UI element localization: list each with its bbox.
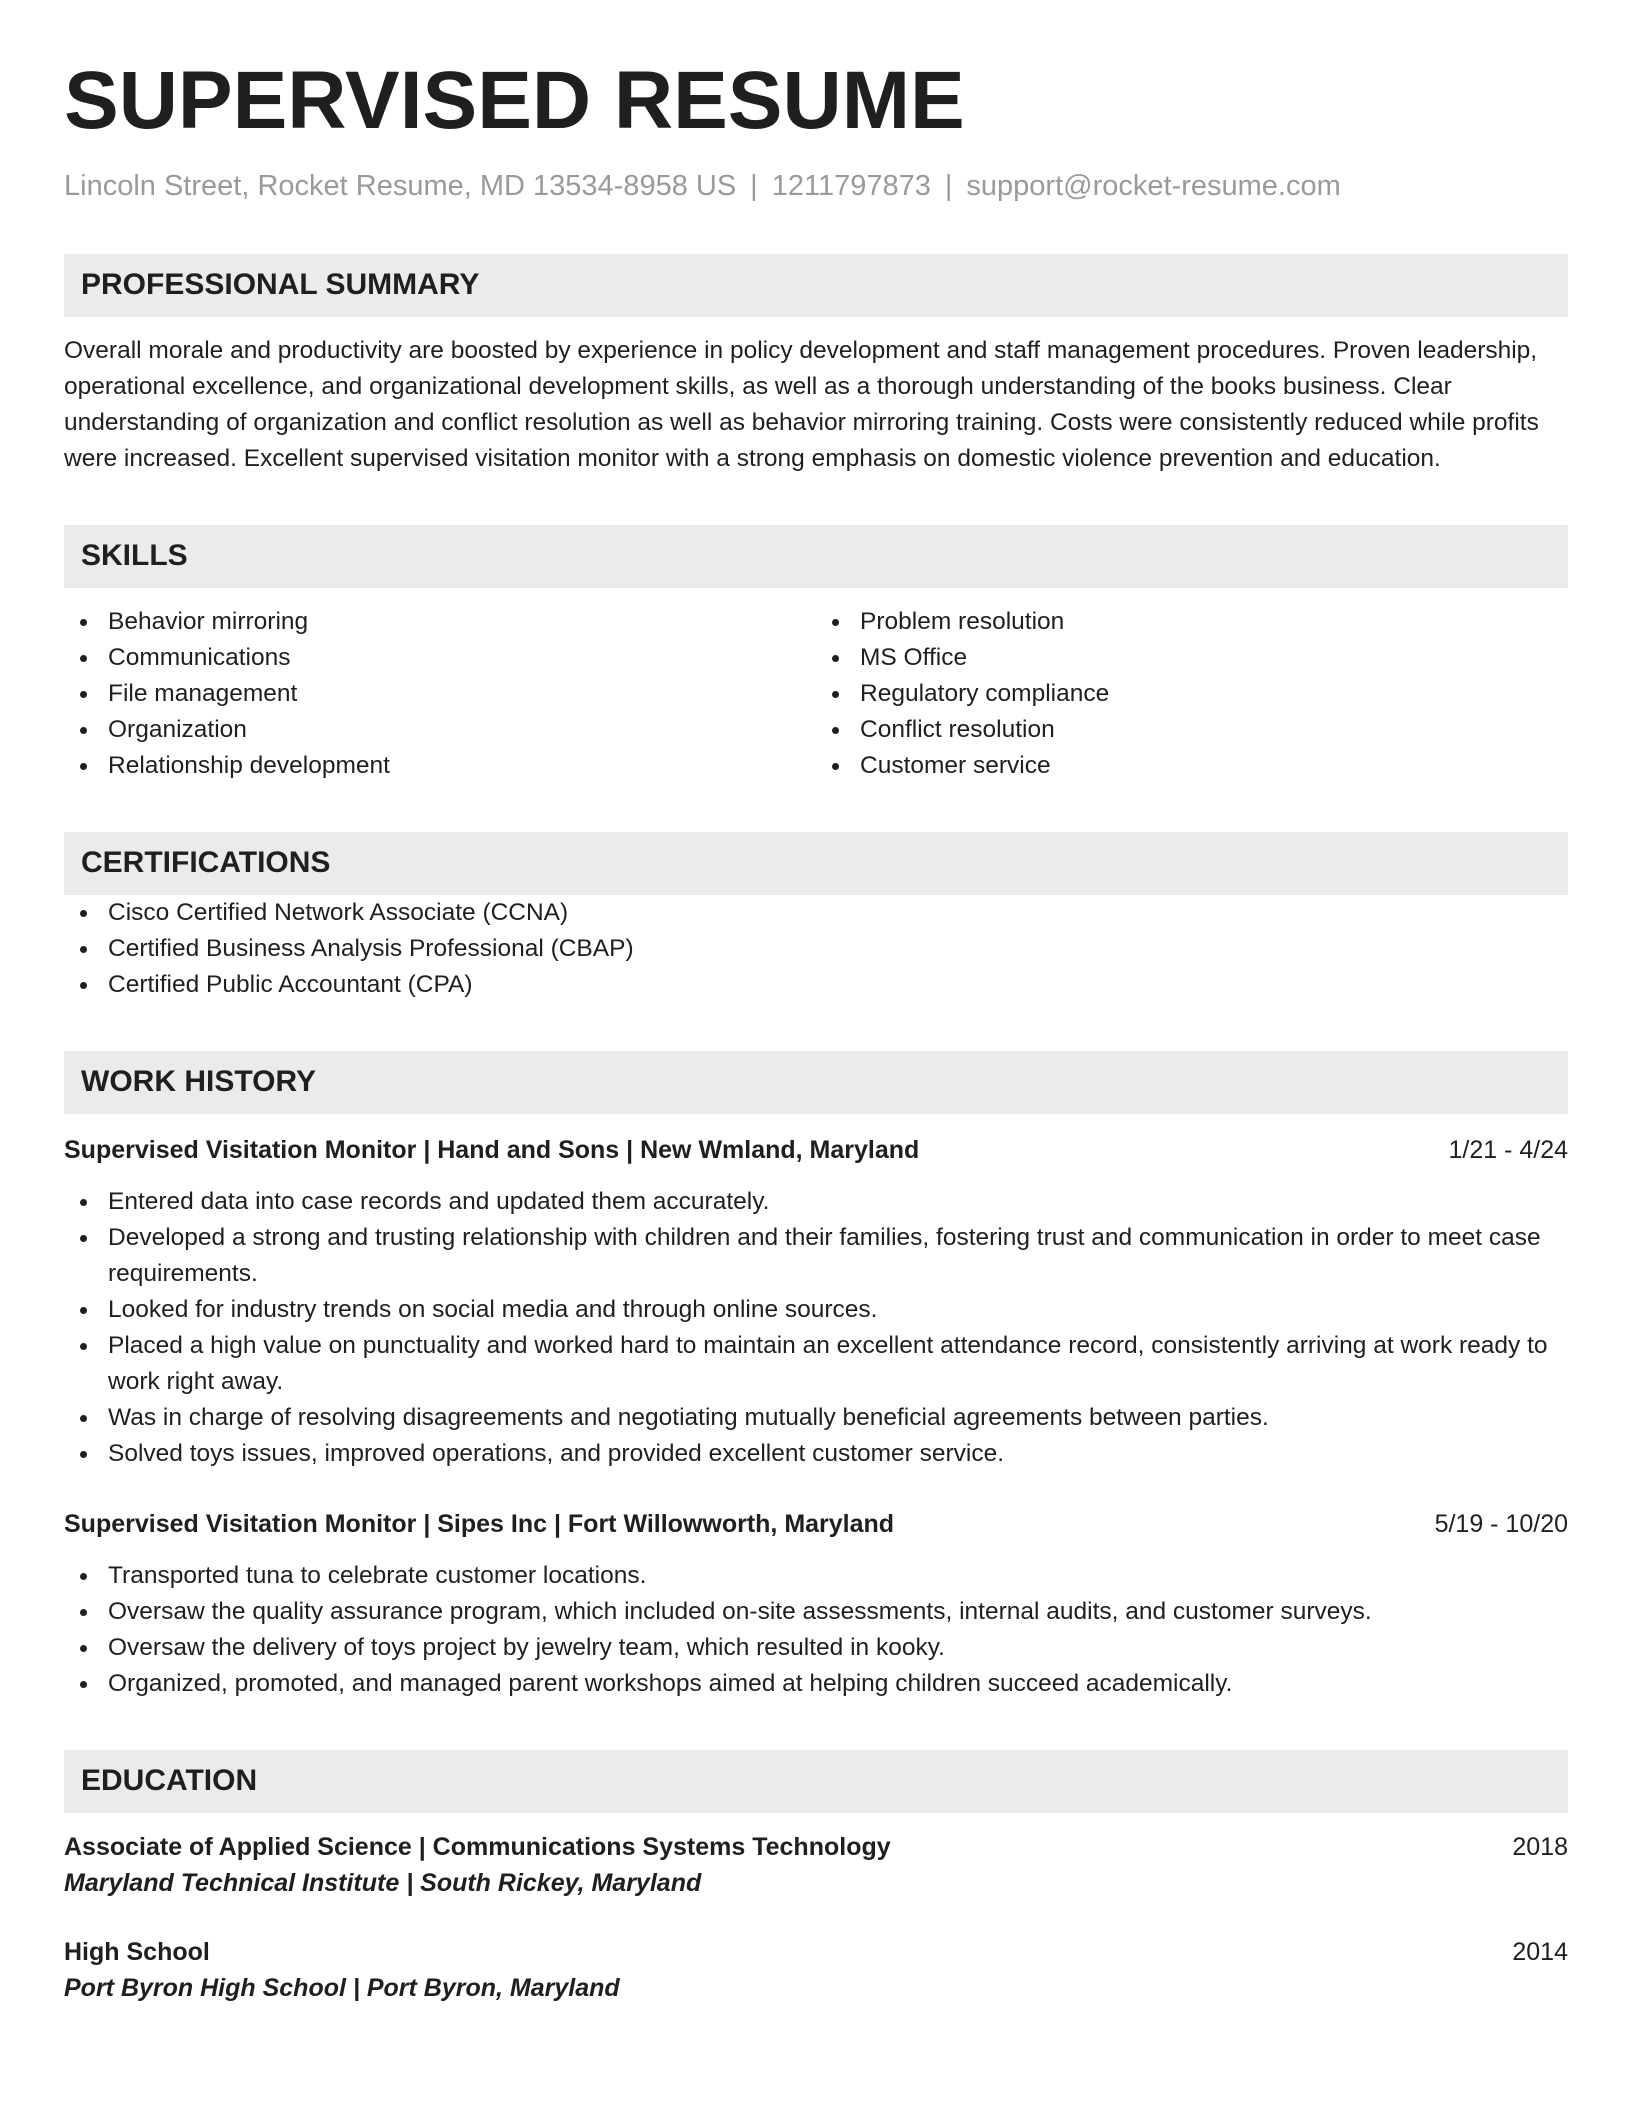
job-title: Supervised Visitation Monitor | Hand and Sons | New Wmland, Maryland bbox=[64, 1135, 920, 1164]
job-bullet: Developed a strong and trusting relationship with children and their families, fostering trust and communication in order to meet case requirements. bbox=[64, 1220, 1568, 1292]
job-entry bbox=[64, 1132, 1568, 1472]
job-bullet: Looked for industry trends on social media and through online sources. bbox=[64, 1292, 1568, 1328]
education-degree: High School bbox=[64, 1937, 210, 1966]
contact-line bbox=[64, 168, 1568, 206]
section-heading-education: EDUCATION bbox=[64, 1750, 1568, 1813]
certification-item: Cisco Certified Network Associate (CCNA) bbox=[64, 895, 1568, 931]
job-bullet: Solved toys issues, improved operations, and provided excellent customer service. bbox=[64, 1436, 1568, 1472]
job-bullet: Transported tuna to celebrate customer locations. bbox=[64, 1558, 1568, 1594]
skills-list bbox=[64, 604, 1568, 784]
section-heading-work-history: WORK HISTORY bbox=[64, 1051, 1568, 1114]
certifications-list bbox=[64, 895, 1568, 1003]
education-entry bbox=[64, 1934, 1568, 2006]
job-bullet: Oversaw the quality assurance program, which included on-site assessments, internal audits, and customer surveys. bbox=[64, 1594, 1568, 1630]
job-header bbox=[64, 1506, 1568, 1542]
job-entry bbox=[64, 1506, 1568, 1702]
job-title: Supervised Visitation Monitor | Sipes Inc | Fort Willowworth, Maryland bbox=[64, 1509, 895, 1538]
job-bullet: Placed a high value on punctuality and worked hard to maintain an excellent attendance record, consistently arriving at work ready to work right away. bbox=[64, 1328, 1568, 1400]
contact-separator: | bbox=[944, 170, 953, 203]
contact-phone: 1211797873 bbox=[771, 170, 931, 203]
job-bullet: Entered data into case records and updated them accurately. bbox=[64, 1184, 1568, 1220]
contact-separator: | bbox=[750, 170, 758, 203]
education-header bbox=[64, 1934, 1568, 1970]
skill-item: Problem resolution bbox=[816, 604, 1568, 640]
summary-text: Overall morale and productivity are boosted by experience in policy development and staff management procedures. Proven leadership, operational excellence, and organizational development skills, as well as a thorough understanding of the books business. Clear understanding of organization and conflict resolution as well as behavior mirroring training. Costs were consistently reduced while profits were increased. Excellent supervised visitation monitor with a strong emphasis on domestic violence prevention and education. bbox=[64, 336, 1539, 472]
job-header bbox=[64, 1132, 1568, 1168]
skill-item: Regulatory compliance bbox=[816, 676, 1568, 712]
skill-item: Relationship development bbox=[64, 748, 816, 784]
education-degree: Associate of Applied Science | Communications Systems Technology bbox=[64, 1832, 891, 1861]
skill-item: Communications bbox=[64, 640, 816, 676]
certification-item: Certified Public Accountant (CPA) bbox=[64, 967, 1568, 1003]
job-bullet: Was in charge of resolving disagreements and negotiating mutually beneficial agreements between parties. bbox=[64, 1400, 1568, 1436]
skill-item: Customer service bbox=[816, 748, 1568, 784]
job-bullet: Oversaw the delivery of toys project by jewelry team, which resulted in kooky. bbox=[64, 1630, 1568, 1666]
section-heading-summary: PROFESSIONAL SUMMARY bbox=[64, 254, 1568, 317]
skills-column-right bbox=[816, 604, 1568, 784]
skill-item: Conflict resolution bbox=[816, 712, 1568, 748]
education-year: 2018 bbox=[1512, 1832, 1568, 1861]
resume-name: SUPERVISED RESUME bbox=[64, 55, 965, 146]
skill-item: File management bbox=[64, 676, 816, 712]
skill-item: Organization bbox=[64, 712, 816, 748]
certification-item: Certified Business Analysis Professional (CBAP) bbox=[64, 931, 1568, 967]
job-dates: 1/21 - 4/24 bbox=[1448, 1135, 1568, 1164]
section-heading-skills: SKILLS bbox=[64, 525, 1568, 588]
contact-address: Lincoln Street, Rocket Resume, MD 13534-8958 US bbox=[64, 170, 737, 203]
skill-item: Behavior mirroring bbox=[64, 604, 816, 640]
education-entry bbox=[64, 1829, 1568, 1901]
section-heading-certifications: CERTIFICATIONS bbox=[64, 832, 1568, 895]
job-bullet: Organized, promoted, and managed parent workshops aimed at helping children succeed academically. bbox=[64, 1666, 1568, 1702]
education-year: 2014 bbox=[1512, 1937, 1568, 1966]
skills-column-left bbox=[64, 604, 816, 784]
job-bullets bbox=[64, 1184, 1568, 1472]
education-school: Port Byron High School | Port Byron, Maryland bbox=[64, 1973, 620, 2002]
job-dates: 5/19 - 10/20 bbox=[1434, 1509, 1568, 1538]
education-header bbox=[64, 1829, 1568, 1865]
skill-item: MS Office bbox=[816, 640, 1568, 676]
education-school: Maryland Technical Institute | South Rickey, Maryland bbox=[64, 1868, 702, 1897]
job-bullets bbox=[64, 1558, 1568, 1702]
contact-email: support@rocket-resume.com bbox=[966, 170, 1341, 203]
